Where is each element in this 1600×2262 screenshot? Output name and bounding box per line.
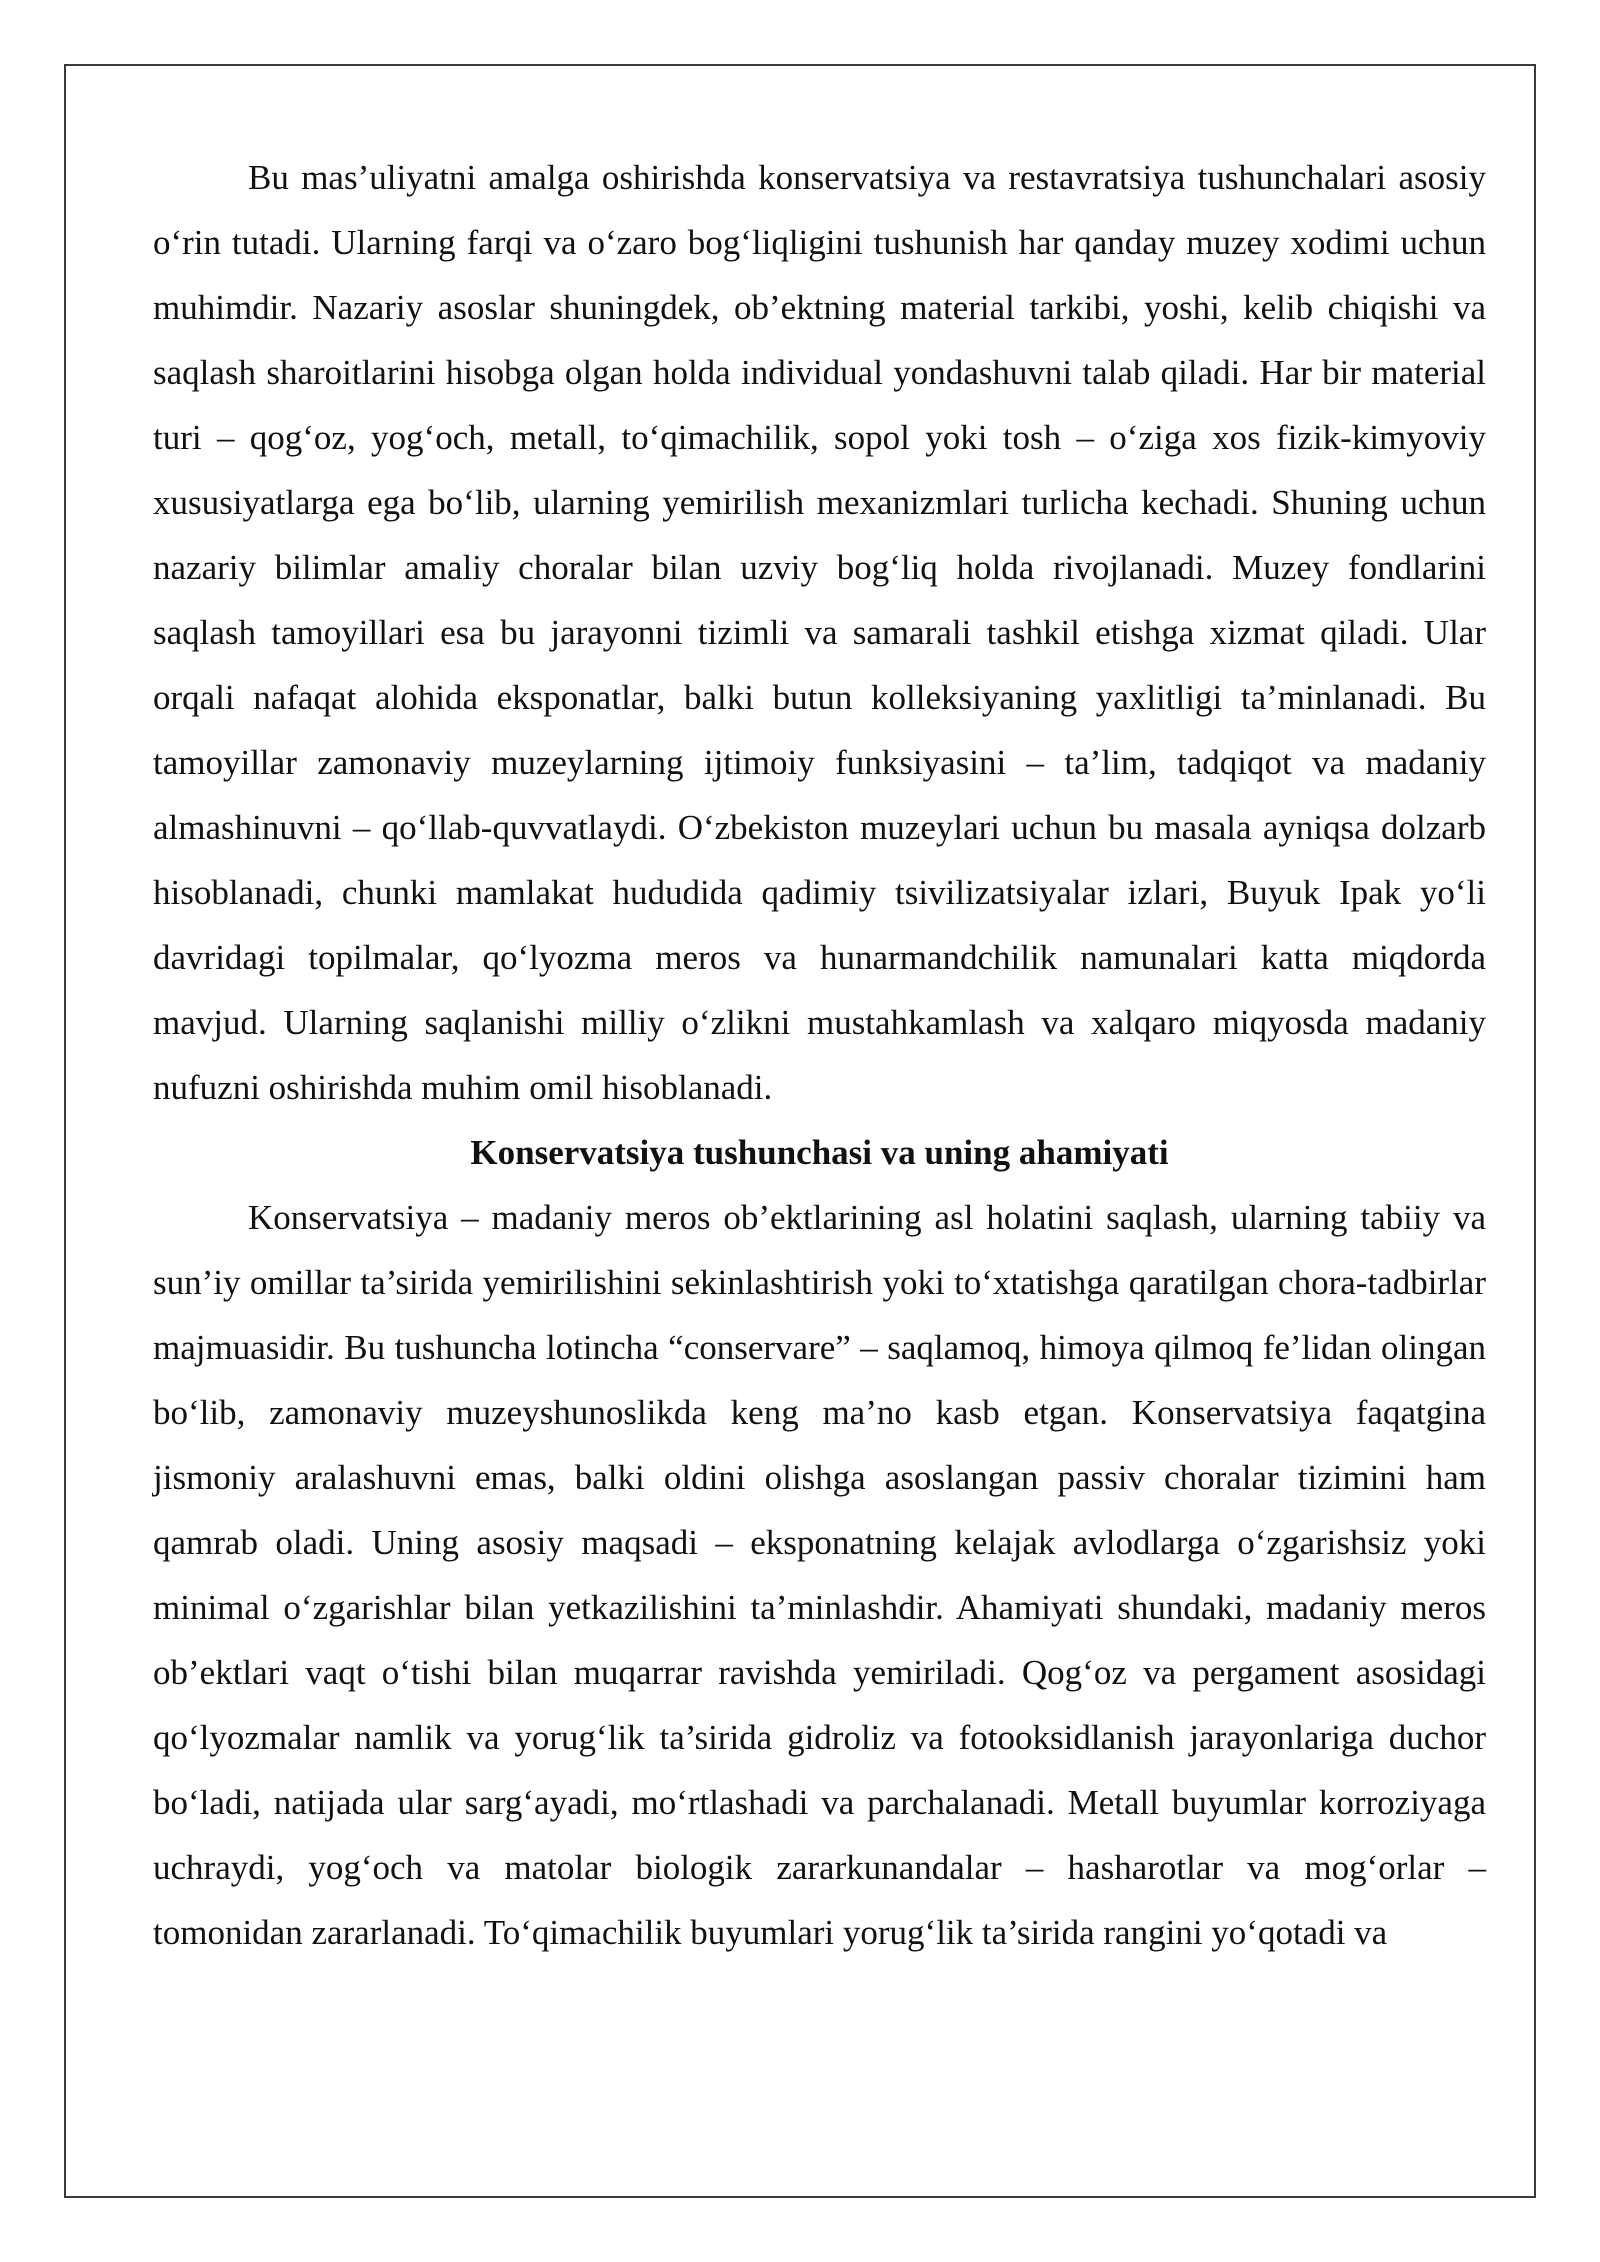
paragraph-conservation: Konservatsiya – madaniy meros ob’ektlarining asl holatini saqlash, ularning tabiiy va sun’iy omillar ta’sirida yemirilishini sekinlashtirish yoki to‘xtatishga qaratilgan chora-tadbirlar majmuasidir. Bu tushuncha lotincha “conservare” – saqlamoq, himoya qilmoq fe’lidan olingan bo‘lib, zamonaviy muzeyshunoslikda keng ma’no kasb etgan. Konservatsiya faqatgina jismoniy aralashuvni emas, balki oldini olishga asoslangan passiv choralar tizimini ham qamrab oladi. Uning asosiy maqsadi – eksponatning kelajak avlodlarga o‘zgarishsiz yoki minimal o‘zgarishlar bilan yetkazilishini ta’minlashdir. Ahamiyati shundaki, madaniy meros ob’ektlari vaqt o‘tishi bilan muqarrar ravishda yemiriladi. Qog‘oz va pergament asosidagi qo‘lyozmalar namlik va yorug‘lik ta’sirida gidroliz va fotooksidlanish jarayonlariga duchor bo‘ladi, natijada ular sarg‘ayadi, mo‘rtlashadi va parchalanadi. Metall buyumlar korroziyaga uchraydi, yog‘och va matolar biologik zararkunandalar – hasharotlar va mog‘orlar – tomonidan zararlanadi. To‘qimachilik buyumlari yorug‘lik ta’sirida rangini yo‘qotadi va bbox=[153, 1198, 1486, 1952]
paragraph-intro: Bu mas’uliyatni amalga oshirishda konservatsiya va restavratsiya tushunchalari asosiy o‘rin tutadi. Ularning farqi va o‘zaro bog‘liqligini tushunish har qanday muzey xodimi uchun muhimdir. Nazariy asoslar shuningdek, ob’ektning material tarkibi, yoshi, kelib chiqishi va saqlash sharoitlarini hisobga olgan holda individual yondashuvni talab qiladi. Har bir material turi – qog‘oz, yog‘och, metall, to‘qimachilik, sopol yoki tosh – o‘ziga xos fizik-kimyoviy xususiyatlarga ega bo‘lib, ularning yemirilish mexanizmlari turlicha kechadi. Shuning uchun nazariy bilimlar amaliy choralar bilan uzviy bog‘liq holda rivojlanadi. Muzey fondlarini saqlash tamoyillari esa bu jarayonni tizimli va samarali tashkil etishga xizmat qiladi. Ular orqali nafaqat alohida eksponatlar, balki butun kolleksiyaning yaxlitligi ta’minlanadi. Bu tamoyillar zamonaviy muzeylarning ijtimoiy funksiyasini – ta’lim, tadqiqot va madaniy almashinuvni – qo‘llab-quvvatlaydi. O‘zbekiston muzeylari uchun bu masala ayniqsa dolzarb hisoblanadi, chunki mamlakat hududida qadimiy tsivilizatsiyalar izlari, Buyuk Ipak yo‘li davridagi topilmalar, qo‘lyozma meros va hunarmandchilik namunalari katta miqdorda mavjud. Ularning saqlanishi milliy o‘zlikni mustahkamlash va xalqaro miqyosda madaniy nufuzni oshirishda muhim omil hisoblanadi. bbox=[153, 158, 1486, 1107]
document-body bbox=[153, 145, 1486, 1965]
section-heading: Konservatsiya tushunchasi va uning ahamiyati bbox=[470, 1133, 1169, 1172]
